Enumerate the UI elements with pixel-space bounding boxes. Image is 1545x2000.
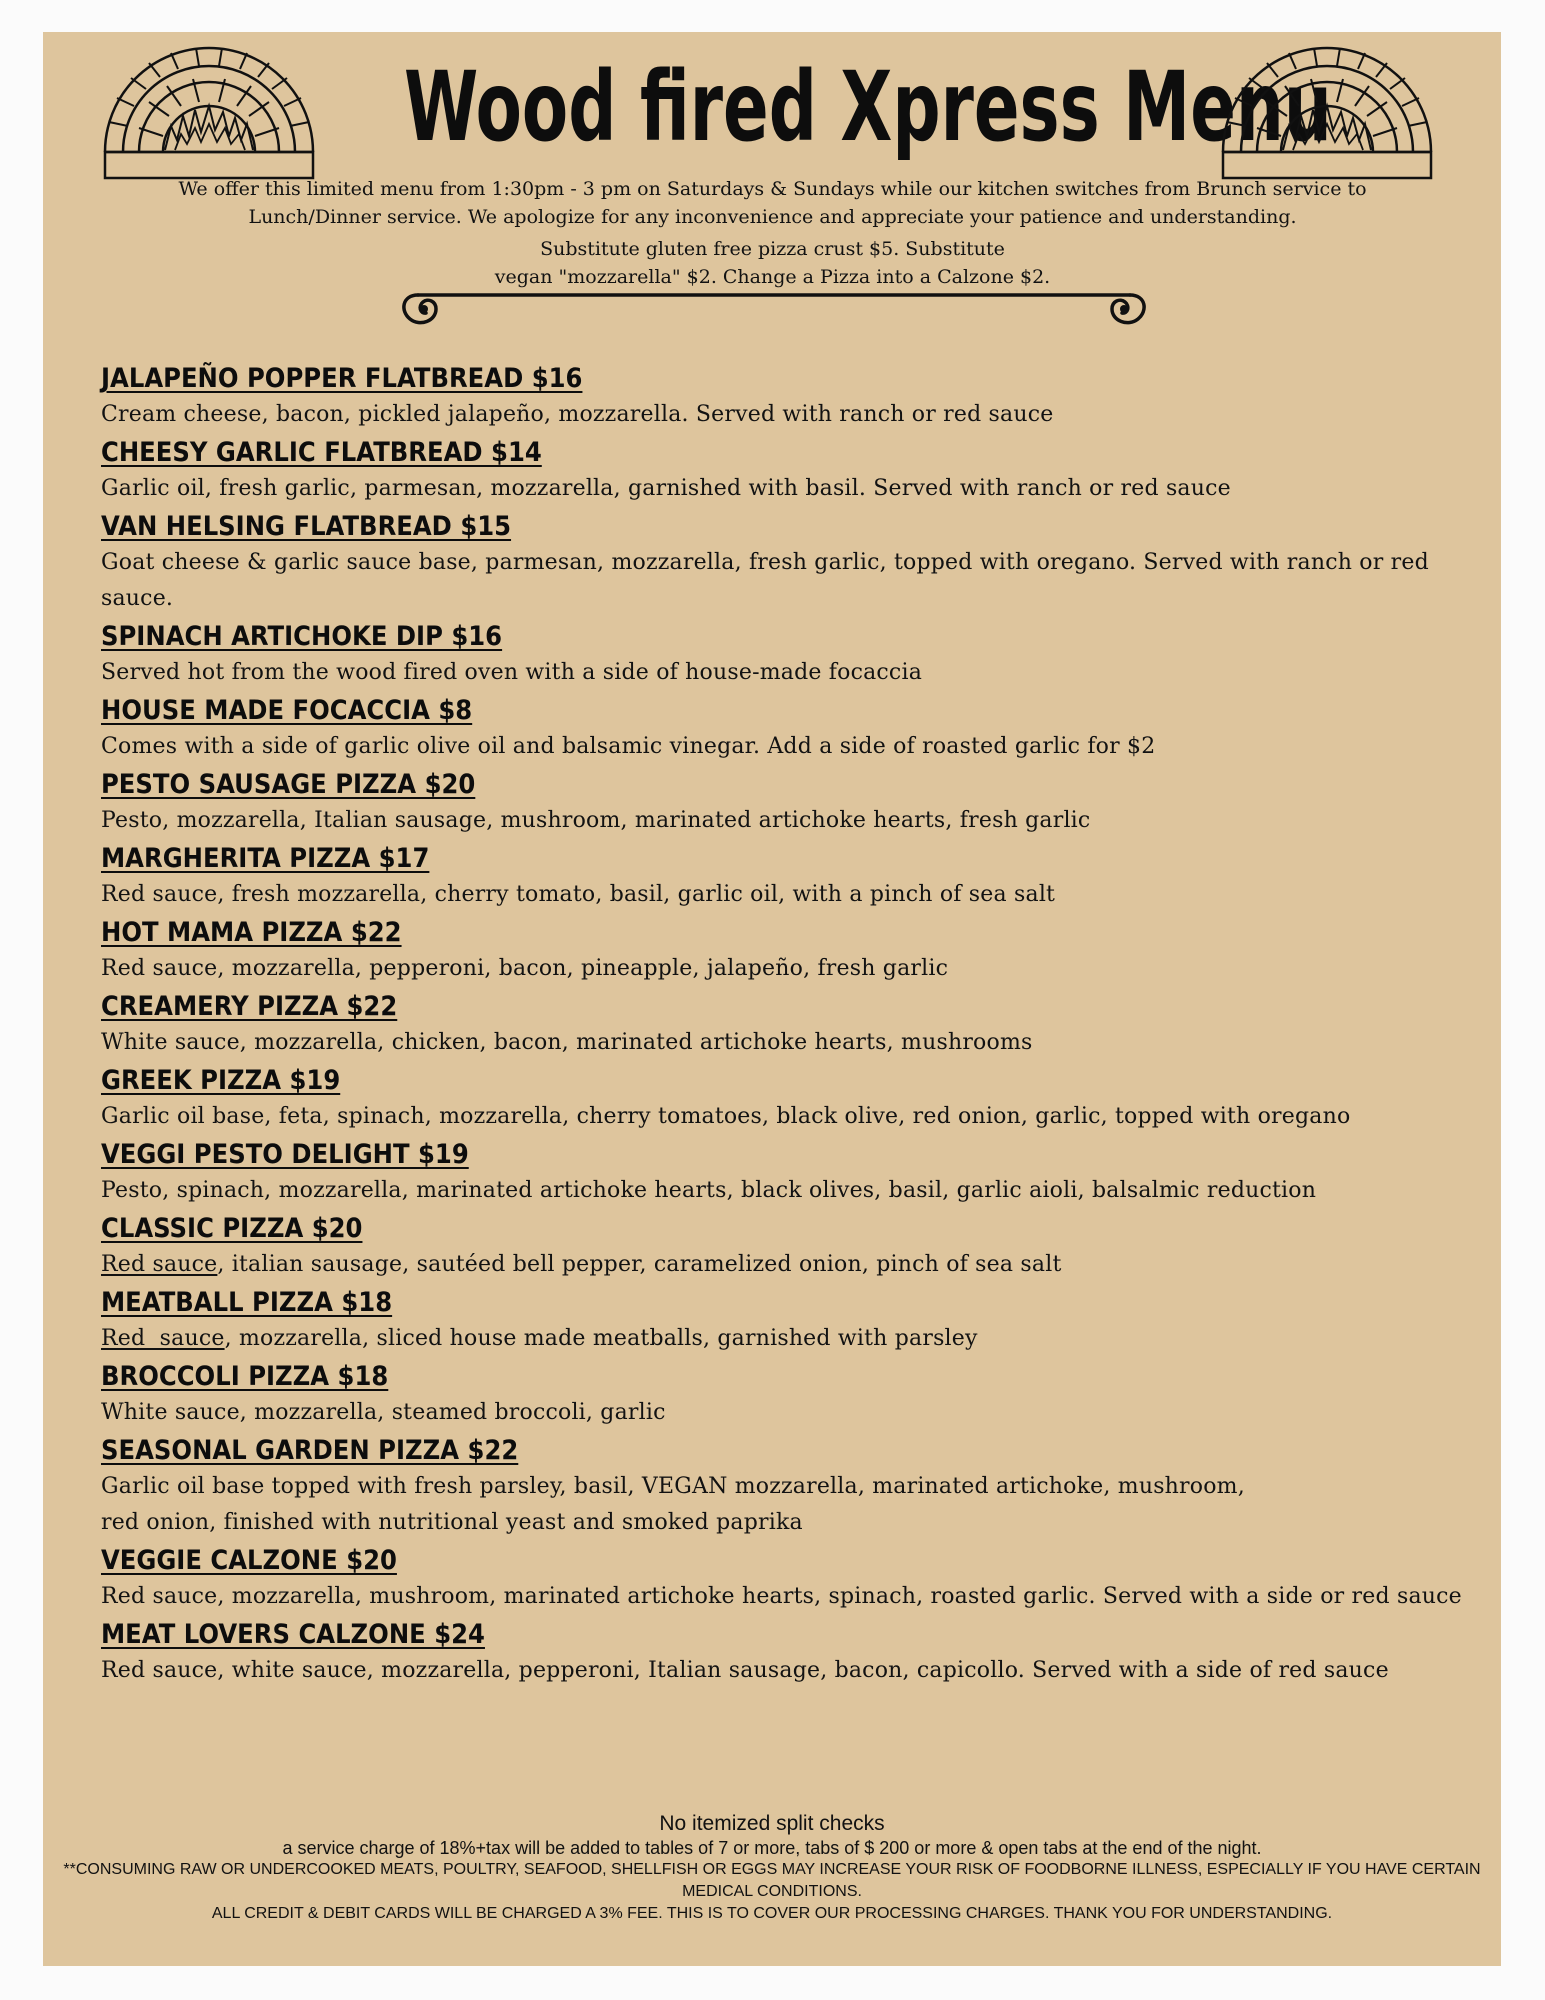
menu-item-description: Garlic oil base, feta, spinach, mozzarella, cherry tomatoes, black olive, red onion, garlic, topped with oregano <box>101 1104 1351 1129</box>
menu-item <box>101 1137 1471 1209</box>
menu-item-description <box>101 1321 1471 1357</box>
menu-item <box>101 361 1471 433</box>
menu-item-name: BROCCOLI PIZZA $18 <box>101 1361 389 1392</box>
menu-item-name: MEATBALL PIZZA $18 <box>101 1287 393 1318</box>
menu-item-name: VAN HELSING FLATBREAD $15 <box>101 511 512 542</box>
menu-item-description: Goat cheese & garlic sauce base, parmesan, mozzarella, fresh garlic, topped with oregano. Served with ranch or red sauce. <box>101 550 1429 611</box>
menu-item <box>101 1211 1471 1283</box>
menu-item-name: CLASSIC PIZZA $20 <box>101 1213 363 1244</box>
menu-item-description: Comes with a side of garlic olive oil and balsamic vinegar. Add a side of roasted garlic for $2 <box>101 734 1156 759</box>
menu-item-name: VEGGI PESTO DELIGHT $19 <box>101 1139 469 1170</box>
menu-item-name: SPINACH ARTICHOKE DIP $16 <box>101 621 503 652</box>
description-text: , mozzarella, sliced house made meatballs, garnished with parsley <box>224 1326 978 1351</box>
menu-item-name: MEAT LOVERS CALZONE $24 <box>101 1619 485 1650</box>
description-text: , italian sausage, sautéed bell pepper, caramelized onion, pinch of sea salt <box>217 1252 1062 1277</box>
menu-item-description <box>101 1469 1471 1541</box>
scroll-divider-icon <box>398 289 1150 337</box>
menu-item-name: SEASONAL GARDEN PIZZA $22 <box>101 1435 519 1466</box>
substitutions-line: vegan "mozzarella" $2. Change a Pizza into a Calzone $2. <box>494 266 1051 288</box>
menu-item <box>101 989 1471 1061</box>
menu-item-name: HOT MAMA PIZZA $22 <box>101 917 402 948</box>
menu-item <box>101 767 1471 839</box>
menu-item-name: JALAPEÑO POPPER FLATBREAD $16 <box>101 363 583 394</box>
substitutions-note <box>420 235 1125 291</box>
menu-item-description: White sauce, mozzarella, chicken, bacon, marinated artichoke hearts, mushrooms <box>101 1030 1033 1055</box>
service-charge-note: a service charge of 18%+tax will be added to tables of 7 or more, tabs of $ 200 or more & open tabs at the end of the night. <box>282 1838 1262 1858</box>
food-safety-warning: **CONSUMING RAW OR UNDERCOOKED MEATS, POULTRY, SEAFOOD, SHELLFISH OR EGGS MAY INCREASE YOUR RISK OF FOODBORNE ILLNESS, ESPECIALLY IF YOU HAVE CERTAIN MEDICAL CONDITIONS. <box>63 1861 1481 1900</box>
menu-item-description: Cream cheese, bacon, pickled jalapeño, mozzarella. Served with ranch or red sauce <box>101 402 1054 427</box>
menu-item-description: Red sauce, mozzarella, mushroom, marinated artichoke hearts, spinach, roasted garlic. Served with a side or red sauce <box>101 1584 1462 1609</box>
description-line: Garlic oil base topped with fresh parsley, basil, VEGAN mozzarella, marinated artichoke, mushroom, <box>101 1474 1245 1499</box>
menu-list <box>101 361 1471 1691</box>
menu-item-description: Garlic oil, fresh garlic, parmesan, mozzarella, garnished with basil. Served with ranch or red sauce <box>101 476 1231 501</box>
menu-item <box>101 619 1471 691</box>
menu-item-description: White sauce, mozzarella, steamed broccoli, garlic <box>101 1400 666 1425</box>
menu-item <box>101 1285 1471 1357</box>
page-title: Wood fired Xpress Menu <box>403 51 1332 163</box>
menu-item <box>101 915 1471 987</box>
menu-item-description: Served hot from the wood fired oven with a side of house-made focaccia <box>101 660 923 685</box>
split-checks-note: No itemized split checks <box>659 1812 885 1835</box>
substitutions-line: Substitute gluten free pizza crust $5. Substitute <box>540 238 1005 260</box>
menu-item <box>101 509 1471 617</box>
menu-item-name: VEGGIE CALZONE $20 <box>101 1545 397 1576</box>
menu-item <box>101 1617 1471 1689</box>
menu-item-name: MARGHERITA PIZZA $17 <box>101 843 430 874</box>
wood-fired-oven-icon <box>1219 44 1435 180</box>
description-line: red onion, finished with nutritional yeast and smoked paprika <box>101 1510 803 1535</box>
card-fee-note: ALL CREDIT & DEBIT CARDS WILL BE CHARGED A 3% FEE. THIS IS TO COVER OUR PROCESSING CHARGES. THANK YOU FOR UNDERSTANDING. <box>211 1905 1333 1922</box>
menu-item <box>101 1543 1471 1615</box>
menu-item-name: GREEK PIZZA $19 <box>101 1065 341 1096</box>
wood-fired-oven-icon <box>101 44 317 180</box>
footer-notes <box>43 1811 1501 1925</box>
menu-item <box>101 841 1471 913</box>
menu-item-name: CHEESY GARLIC FLATBREAD $14 <box>101 437 542 468</box>
intro-text: We offer this limited menu from 1:30pm - 3 pm on Saturdays & Sundays while our kitchen switches from Brunch service to Lunch/Dinner service. We apologize for any inconvenience and appreciate your patience and understanding. <box>178 178 1367 228</box>
menu-item-name: PESTO SAUSAGE PIZZA $20 <box>101 769 476 800</box>
underlined-text: Red sauce <box>101 1326 225 1351</box>
menu-item <box>101 1433 1471 1541</box>
menu-item-name: CREAMERY PIZZA $22 <box>101 991 398 1022</box>
menu-item-description: Red sauce, fresh mozzarella, cherry tomato, basil, garlic oil, with a pinch of sea salt <box>101 882 1056 907</box>
menu-item-description: Red sauce, white sauce, mozzarella, pepperoni, Italian sausage, bacon, capicollo. Served with a side of red sauce <box>101 1658 1389 1683</box>
menu-item-description <box>101 1247 1471 1283</box>
menu-item-description: Red sauce, mozzarella, pepperoni, bacon, pineapple, jalapeño, fresh garlic <box>101 956 949 981</box>
menu-item <box>101 1359 1471 1431</box>
menu-item-name: HOUSE MADE FOCACCIA $8 <box>101 695 473 726</box>
menu-item <box>101 435 1471 507</box>
menu-item <box>101 693 1471 765</box>
menu-item-description: Pesto, spinach, mozzarella, marinated artichoke hearts, black olives, basil, garlic aioli, balsalmic reduction <box>101 1178 1317 1203</box>
menu-item <box>101 1063 1471 1135</box>
menu-item-description: Pesto, mozzarella, Italian sausage, mushroom, marinated artichoke hearts, fresh garlic <box>101 808 1091 833</box>
underlined-text: Red sauce <box>101 1252 218 1277</box>
